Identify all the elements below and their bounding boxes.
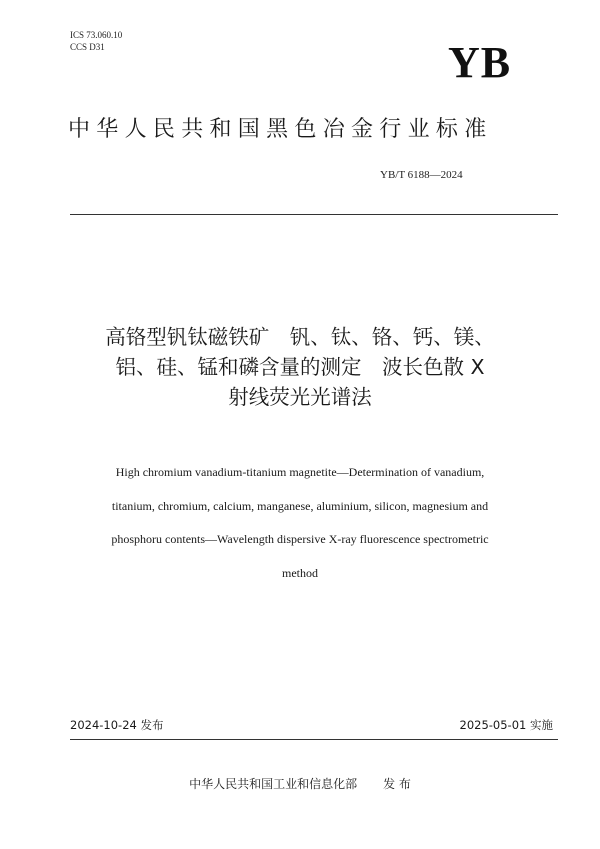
- english-title-line-2: titanium, chromium, calcium, manganese, aluminium, silicon, magnesium and: [111, 498, 489, 513]
- classification-block: [70, 29, 122, 53]
- publisher-name: 中华人民共和国工业和信息化部: [189, 777, 358, 791]
- issue-date: 2024-10-24 发布: [70, 718, 164, 732]
- chinese-title-line-1: 高铬型钒钛磁铁矿 钒、钛、铬、钙、镁、: [105, 325, 495, 349]
- standard-number: YB/T 6188—2024: [380, 169, 463, 181]
- top-divider: [70, 214, 558, 215]
- yb-logo: YB: [448, 38, 512, 87]
- chinese-title-line-3: 射线荧光光谱法: [228, 385, 372, 409]
- english-title-line-4: method: [282, 565, 318, 580]
- publisher-action: 发 布: [383, 777, 411, 791]
- english-title: [60, 456, 540, 590]
- chinese-title: [50, 322, 550, 412]
- chinese-title-line-2: 铝、硅、锰和磷含量的测定 波长色散 X: [115, 355, 485, 379]
- ics-code: ICS 73.060.10: [70, 30, 123, 40]
- english-title-line-1: High chromium vanadium-titanium magnetite—Determination of vanadium,: [115, 465, 485, 479]
- standard-category-title: 中华人民共和国黑色冶金行业标准: [68, 117, 493, 142]
- publisher-line: [0, 776, 600, 792]
- bottom-divider: [70, 739, 558, 740]
- ccs-code: CCS D31: [70, 42, 105, 52]
- implementation-date: 2025-05-01 实施: [459, 718, 553, 732]
- english-title-line-3: phosphoru contents—Wavelength dispersive X-ray fluorescence spectrometric: [111, 532, 489, 546]
